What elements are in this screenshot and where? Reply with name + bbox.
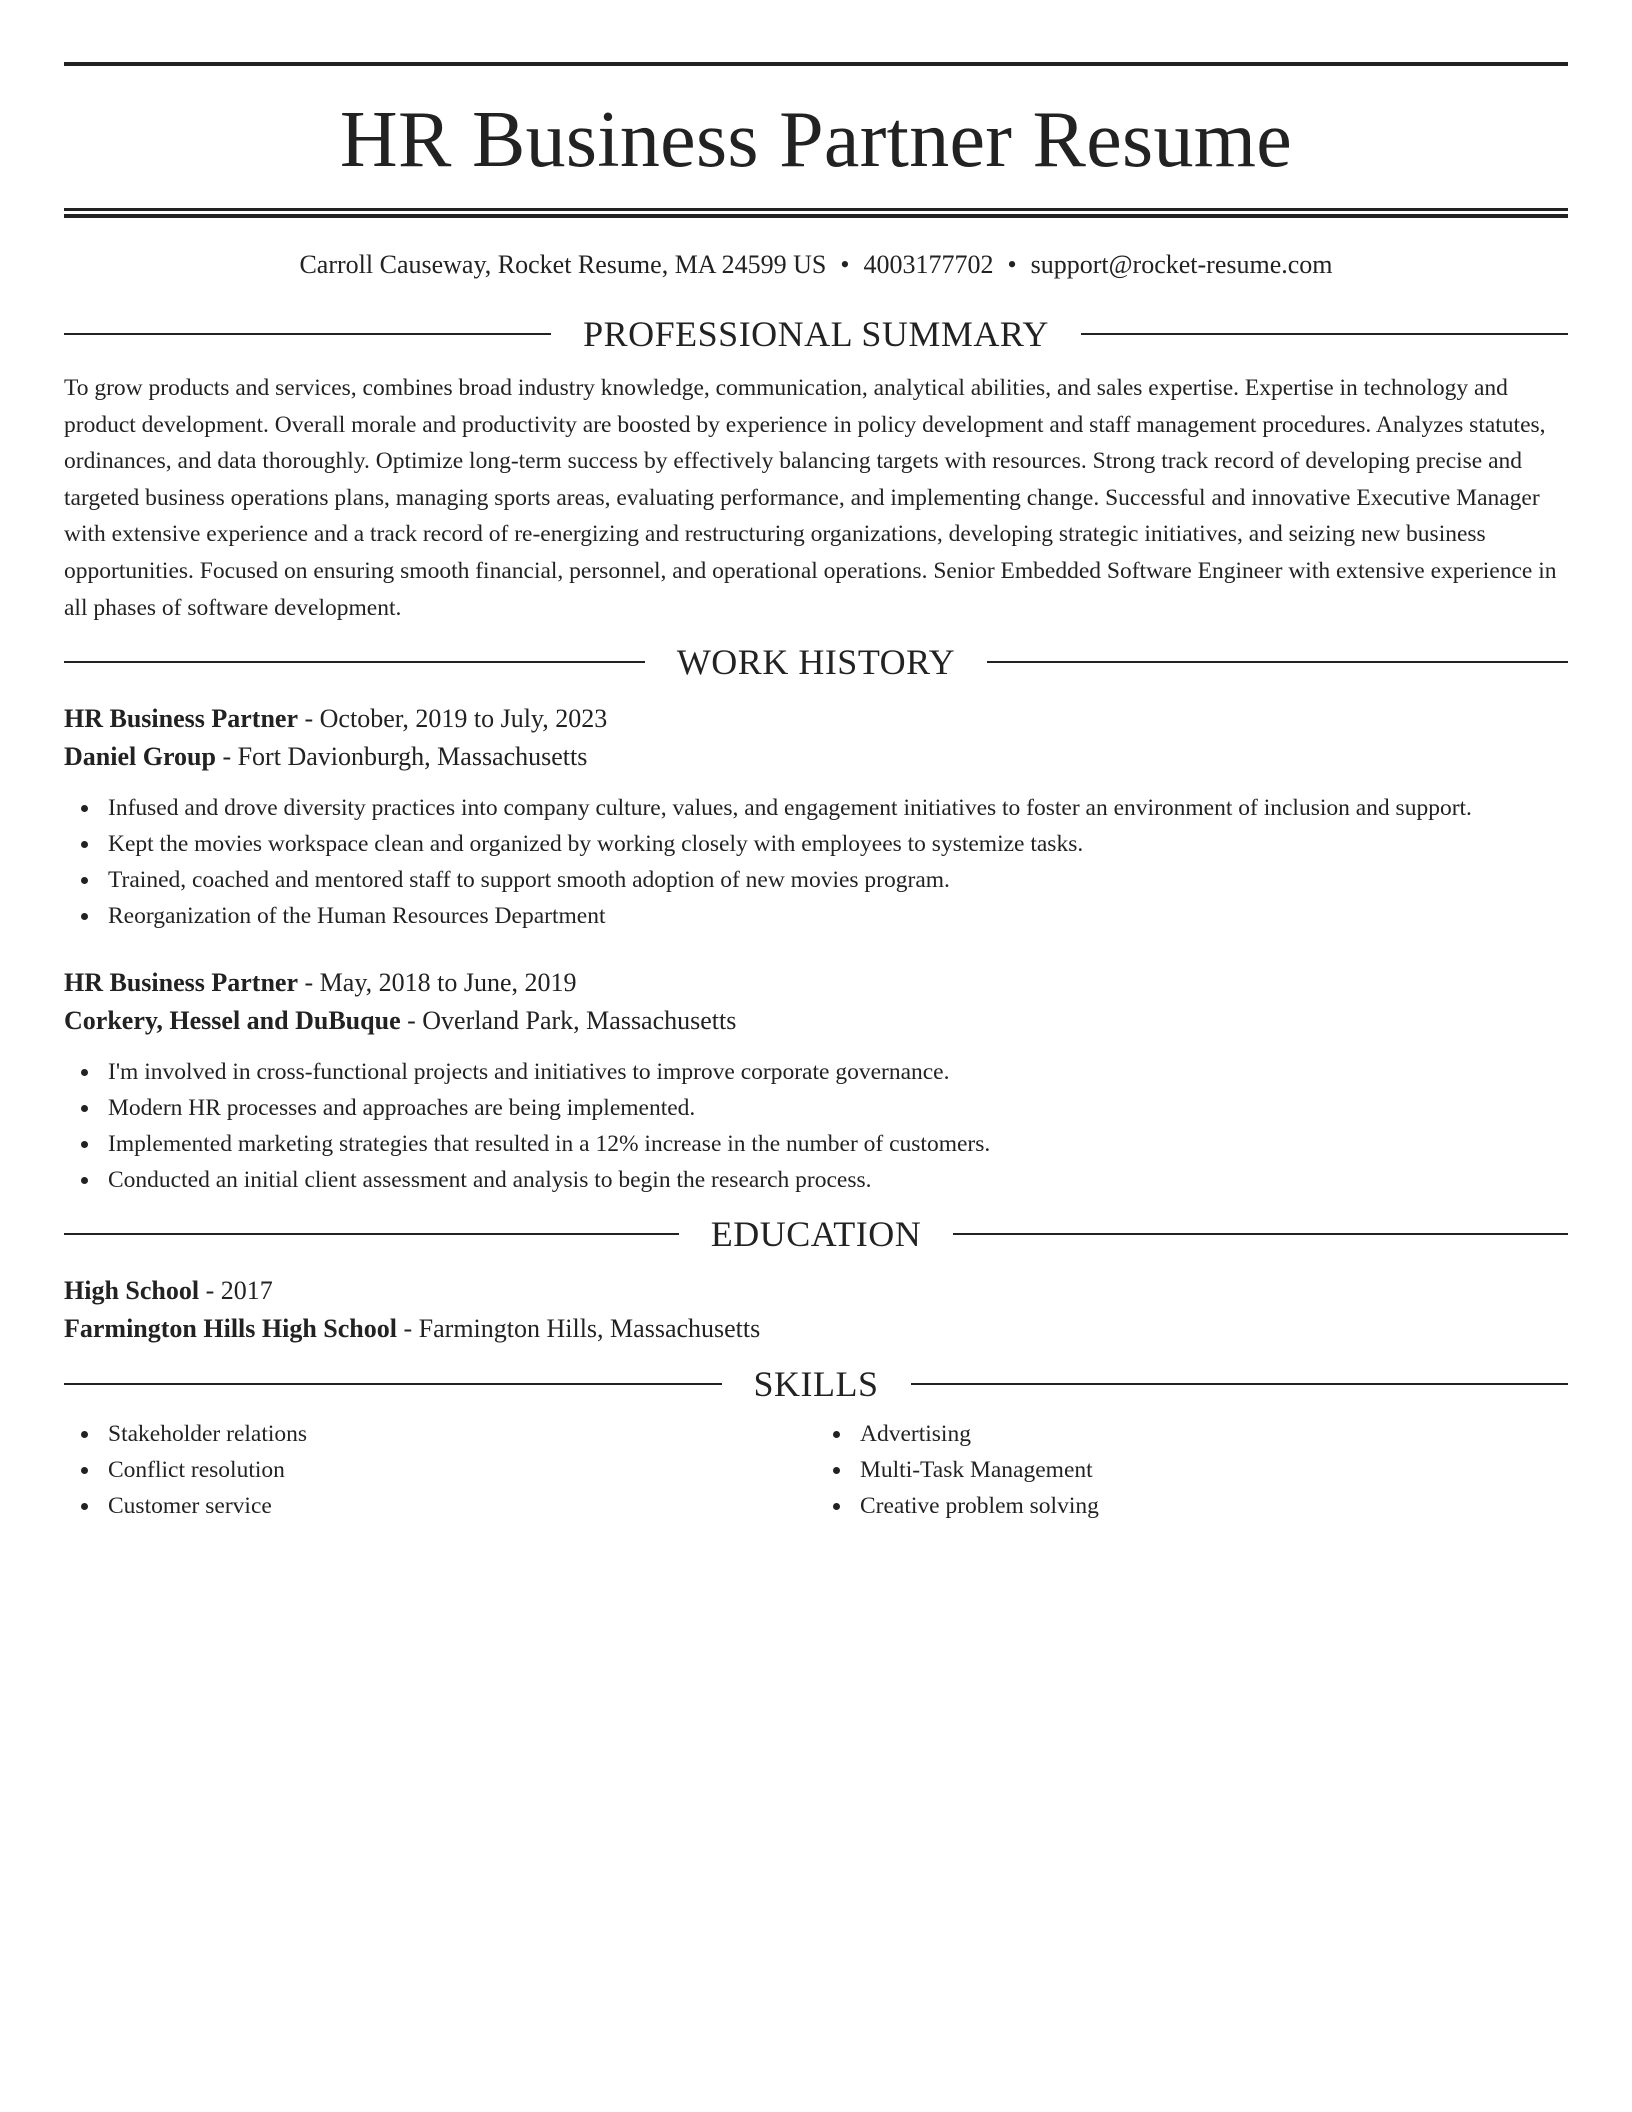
job-entry <box>64 700 1568 934</box>
list-item: I'm involved in cross-functional projects and initiatives to improve corporate governance. <box>64 1054 1568 1090</box>
work-heading-label: WORK HISTORY <box>676 642 956 683</box>
work-section-heading <box>64 642 1568 683</box>
page-title: HR Business Partner Resume <box>339 96 1293 184</box>
education-school-line <box>64 1310 1568 1348</box>
job-location: - Overland Park, Massachusetts <box>400 1006 737 1036</box>
education-year: - 2017 <box>199 1276 273 1306</box>
heading-rule-left <box>64 333 551 335</box>
contact-separator: • <box>840 250 850 279</box>
education-section-heading <box>64 1214 1568 1255</box>
title-double-rule <box>64 208 1568 218</box>
list-item: Modern HR processes and approaches are being implemented. <box>64 1090 1568 1126</box>
education-school: Farmington Hills High School <box>64 1314 397 1344</box>
list-item: Reorganization of the Human Resources Department <box>64 898 1568 934</box>
job-title: HR Business Partner <box>64 704 298 734</box>
list-item: Multi-Task Management <box>816 1452 1568 1488</box>
skills-section-heading <box>64 1364 1568 1405</box>
education-location: - Farmington Hills, Massachusetts <box>397 1314 761 1344</box>
heading-rule-right <box>911 1383 1569 1385</box>
heading-rule-left <box>64 661 645 663</box>
contact-separator: • <box>1007 250 1017 279</box>
skills-column-right <box>816 1416 1568 1524</box>
job-bullet-list <box>64 790 1568 934</box>
list-item: Implemented marketing strategies that resulted in a 12% increase in the number of customers. <box>64 1126 1568 1162</box>
contact-line <box>64 252 1568 278</box>
job-company-line <box>64 1002 1568 1040</box>
contact-email: support@rocket-resume.com <box>1030 250 1333 279</box>
job-dates: - May, 2018 to June, 2019 <box>298 968 577 998</box>
list-item: Kept the movies workspace clean and organized by working closely with employees to systemize tasks. <box>64 826 1568 862</box>
top-rule <box>64 62 1568 66</box>
job-entry <box>64 964 1568 1198</box>
job-company: Daniel Group <box>64 742 216 772</box>
list-item: Conducted an initial client assessment and analysis to begin the research process. <box>64 1162 1568 1198</box>
education-heading-label: EDUCATION <box>710 1214 922 1255</box>
list-item: Stakeholder relations <box>64 1416 816 1452</box>
job-location: - Fort Davionburgh, Massachusetts <box>215 742 588 772</box>
skills-heading-label: SKILLS <box>753 1364 879 1405</box>
education-degree: High School <box>64 1276 200 1306</box>
job-dates: - October, 2019 to July, 2023 <box>298 704 608 734</box>
skills-column-left <box>64 1416 816 1524</box>
education-entry <box>64 1272 1568 1348</box>
job-title: HR Business Partner <box>64 968 298 998</box>
job-title-line <box>64 700 1568 738</box>
job-company-line <box>64 738 1568 776</box>
list-item: Advertising <box>816 1416 1568 1452</box>
contact-address: Carroll Causeway, Rocket Resume, MA 24599 US <box>299 250 827 279</box>
heading-rule-left <box>64 1233 679 1235</box>
skills-list <box>64 1416 1568 1524</box>
list-item: Conflict resolution <box>64 1452 816 1488</box>
list-item: Trained, coached and mentored staff to support smooth adoption of new movies program. <box>64 862 1568 898</box>
job-title-line <box>64 964 1568 1002</box>
summary-heading-label: PROFESSIONAL SUMMARY <box>583 314 1049 354</box>
education-degree-line <box>64 1272 1568 1310</box>
contact-phone: 4003177702 <box>863 250 994 279</box>
heading-rule-right <box>987 661 1568 663</box>
heading-rule-left <box>64 1383 722 1385</box>
summary-section-heading <box>64 316 1568 352</box>
list-item: Customer service <box>64 1488 816 1524</box>
list-item: Creative problem solving <box>816 1488 1568 1524</box>
heading-rule-right <box>953 1233 1568 1235</box>
summary-text: To grow products and services, combines broad industry knowledge, communication, analytical abilities, and sales expertise. Expertise in technology and product development. Overall morale and productivity are boosted by experience in policy development and staff management procedures. Analyzes statutes, ordinances, and data thoroughly. Optimize long-term success by effectively balancing targets with resources. Strong track record of developing precise and targeted business operations plans, managing sports areas, evaluating performance, and implementing change. Successful and innovative Executive Manager with extensive experience and a track record of re-energizing and restructuring organizations, developing strategic initiatives, and seizing new business opportunities. Focused on ensuring smooth financial, personnel, and operational operations. Senior Embedded Software Engineer with extensive experience in all phases of software development. <box>64 375 1557 621</box>
job-company: Corkery, Hessel and DuBuque <box>64 1006 401 1036</box>
job-bullet-list <box>64 1054 1568 1198</box>
list-item: Infused and drove diversity practices into company culture, values, and engagement initiatives to foster an environment of inclusion and support. <box>64 790 1568 826</box>
heading-rule-right <box>1081 333 1568 335</box>
